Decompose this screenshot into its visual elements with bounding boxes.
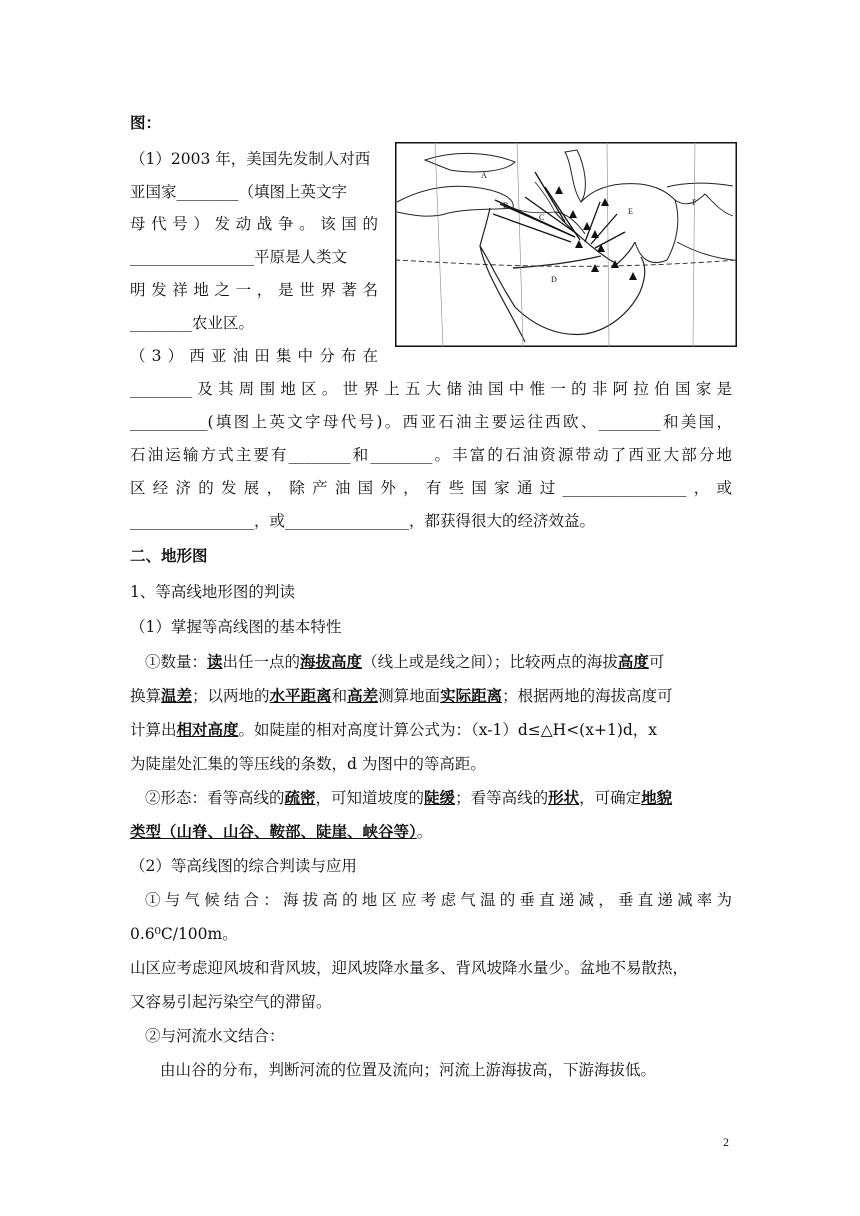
map-label-b: B <box>503 201 509 210</box>
climate-line-2: 0.6⁰C/100m。 <box>130 925 238 943</box>
question-1-line-2: 亚国家________（填图上英文字 <box>130 183 348 201</box>
quantity-line-4: 为陡崖处汇集的等压线的条数，d 为图中的等高距。 <box>130 755 486 773</box>
section-2-title: 二、地形图 <box>130 546 208 565</box>
quantity-line-1: ①数量：读出任一点的海拔高度（线上或是线之间）；比较两点的海拔高度可 <box>145 652 665 671</box>
river-line-1: ②与河流水文结合： <box>145 1027 285 1045</box>
figure-label: 图： <box>130 113 162 132</box>
question-3-line-4: 区经济的发展，除产油国外，有些国家通过________________，或 <box>130 479 732 497</box>
climate-line-4: 又容易引起污染空气的滞留。 <box>130 993 332 1011</box>
map-label-e: E <box>628 207 633 216</box>
climate-line-1: ①与气候结合：海拔高的地区应考虑气温的垂直递减，垂直递减率为 <box>145 891 732 909</box>
page-number: 2 <box>723 1135 729 1149</box>
subsection-1-title: 1、等高线地形图的判读 <box>130 583 295 601</box>
question-3-line-5: ________________，或________________，都获得很大的经济效益。 <box>130 512 596 530</box>
question-3-line-2: __________(填图上英文字母代号)。西亚石油主要运往西欧、________和美国， <box>130 413 732 431</box>
quantity-line-3: 计算出相对高度。如陡崖的相对高度计算公式为：（x-1）d≤△H<(x+1)d，x <box>130 720 658 739</box>
question-3-line-1: ________及其周围地区。世界上五大储油国中惟一的非阿拉伯国家是 <box>130 380 732 398</box>
question-3-head: （3）西亚油田集中分布在 <box>130 347 378 365</box>
map-label-c: C <box>539 213 545 222</box>
map-label-d: D <box>551 275 557 284</box>
form-line-2: 类型（山脊、山谷、鞍部、陡崖、峡谷等）。 <box>130 822 433 841</box>
form-line-1: ②形态：看等高线的疏密，可知道坡度的陡缓；看等高线的形状，可确定地貌 <box>145 788 673 807</box>
climate-line-3: 山区应考虑迎风坡和背风坡，迎风坡降水量多、背风坡降水量少。盆地不易散热， <box>130 959 689 977</box>
question-1-line-5: 明发祥地之一，是世界著名 <box>130 281 378 299</box>
west-asia-map <box>395 142 737 347</box>
river-line-2: 由山谷的分布，判断河流的位置及流向；河流上游海拔高，下游海拔低。 <box>160 1061 657 1079</box>
subsection-1-head: （1）掌握等高线图的基本特性 <box>130 618 342 636</box>
question-1-line-4: ________________平原是人类文 <box>130 248 348 266</box>
question-1-line-6: ________农业区。 <box>130 314 255 332</box>
map-label-f: F <box>692 198 697 207</box>
map-label-a: A <box>481 171 487 180</box>
question-3-line-3: 石油运输方式主要有________和________。丰富的石油资源带动了西亚大部分地 <box>130 446 732 464</box>
quantity-line-2: 换算温差；以两地的水平距离和高差测算地面实际距离；根据两地的海拔高度可 <box>130 686 673 705</box>
question-1-line-3: 母代号）发动战争。该国的 <box>130 215 378 233</box>
question-1-line-1: （1）2003 年，美国先发制人对西 <box>130 150 371 168</box>
subsection-2-head: （2）等高线图的综合判读与应用 <box>130 857 357 875</box>
